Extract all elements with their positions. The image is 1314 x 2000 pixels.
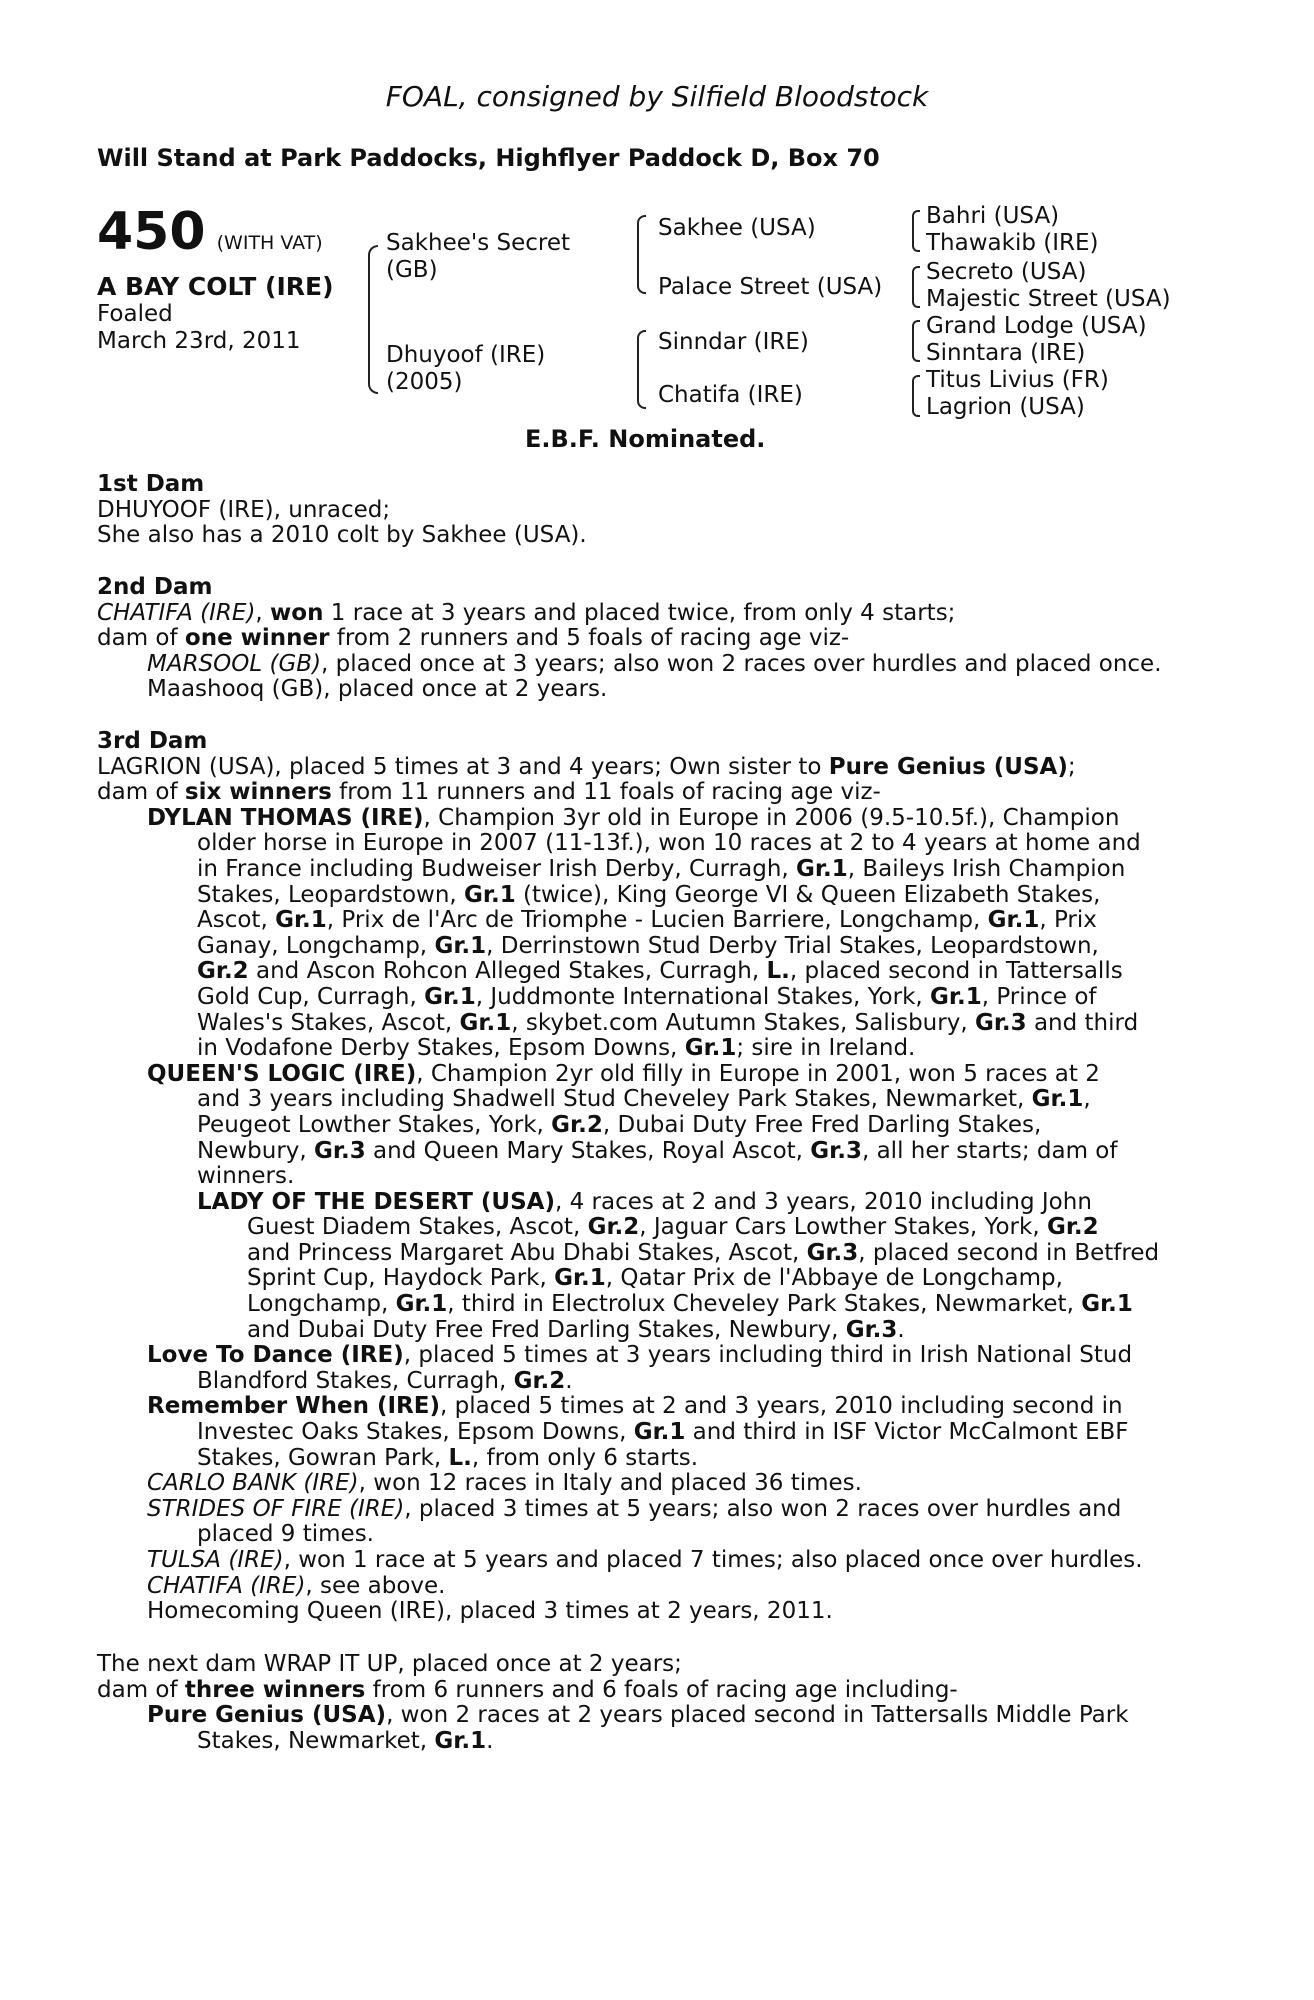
foaled-label: Foaled bbox=[97, 301, 173, 327]
lot-number: 450 bbox=[97, 202, 206, 262]
grade: Gr.2 bbox=[513, 1367, 566, 1394]
text: Newbury, bbox=[197, 1137, 315, 1164]
grade: Gr.1 bbox=[930, 983, 982, 1010]
grade: Gr.1 bbox=[684, 1035, 737, 1062]
text: , won 12 races in Italy and placed 36 times. bbox=[358, 1470, 862, 1497]
text: in France including Budweiser Irish Derby, Curragh, bbox=[197, 855, 797, 882]
text: from 11 runners and 11 foals of racing age viz- bbox=[331, 779, 881, 806]
text: , won 2 races at 2 years placed second in Tattersalls Middle Park bbox=[386, 1702, 1129, 1729]
love-line2 bbox=[97, 1369, 1202, 1395]
third-dam-line2 bbox=[97, 780, 1202, 806]
lady-line5 bbox=[97, 1292, 1202, 1318]
text: , won 1 race at 5 years and placed 7 times; also placed once over hurdles. bbox=[283, 1547, 1143, 1573]
queens-line2 bbox=[97, 1087, 1202, 1113]
pedigree-brace-dam-parents bbox=[637, 330, 646, 409]
pedigree-brace-sire-parents bbox=[637, 215, 646, 294]
pure-genius-line1 bbox=[97, 1703, 1202, 1729]
horse-name: CHATIFA (IRE) bbox=[97, 599, 256, 626]
pedigree-dam-year: (2005) bbox=[386, 369, 463, 395]
text: , Champion 2yr old filly in Europe in 2001, won 5 races at 2 bbox=[416, 1060, 1100, 1087]
lady-line6 bbox=[97, 1318, 1202, 1344]
text: , placed once at 3 years; also won 2 races over hurdles and placed once. bbox=[321, 650, 1162, 677]
queens-line3 bbox=[97, 1113, 1202, 1139]
pedigree-g1: Bahri (USA) bbox=[926, 203, 1060, 229]
text: dam of bbox=[97, 1676, 185, 1703]
text: , Juddmonte International Stakes, York, bbox=[475, 983, 931, 1010]
text: three winners bbox=[184, 1676, 366, 1703]
third-dam-line1 bbox=[97, 755, 1202, 781]
second-dam-line1 bbox=[97, 601, 1202, 627]
text: , Prix de l'Arc de Triomphe - Lucien Barriere, Longchamp, bbox=[326, 907, 988, 934]
second-dam-section bbox=[97, 575, 1202, 703]
grade: Gr.1 bbox=[1081, 1291, 1133, 1318]
dylan-line3 bbox=[97, 857, 1202, 883]
carlo-line bbox=[97, 1471, 1202, 1497]
pedigree-sire: Sakhee's Secret bbox=[386, 230, 571, 256]
grade: Gr.3 bbox=[845, 1316, 898, 1343]
grade: Gr.1 bbox=[395, 1291, 448, 1318]
horse-name: DYLAN THOMAS (IRE) bbox=[147, 804, 424, 831]
pedigree-g3: Secreto (USA) bbox=[926, 259, 1087, 285]
horse-name: MARSOOL (GB) bbox=[147, 650, 322, 677]
dylan-line7 bbox=[97, 959, 1202, 985]
text: , Jaguar Cars Lowther Stakes, York, bbox=[639, 1214, 1047, 1241]
text: , placed second in Tattersalls bbox=[789, 958, 1123, 985]
horse-name: Remember When (IRE) bbox=[147, 1393, 440, 1420]
text: , Baileys Irish Champion bbox=[847, 855, 1126, 882]
text: , Prince of bbox=[981, 983, 1097, 1010]
text: , Dubai Duty Free Fred Darling Stakes, bbox=[602, 1111, 1042, 1138]
text: one winner bbox=[184, 625, 330, 652]
text: Pure Genius (USA) bbox=[828, 753, 1068, 780]
text: Ganay, Longchamp, bbox=[197, 932, 435, 959]
text: . bbox=[486, 1727, 494, 1754]
text: from 6 runners and 6 foals of racing age including- bbox=[365, 1676, 958, 1703]
text: , third in Electrolux Cheveley Park Stakes, Newmarket, bbox=[447, 1291, 1082, 1318]
grade: Gr.2 bbox=[551, 1111, 603, 1138]
queens-line4 bbox=[97, 1139, 1202, 1165]
text: , see above. bbox=[305, 1572, 446, 1599]
grade: L. bbox=[766, 958, 790, 985]
grade: Gr.1 bbox=[434, 1727, 487, 1754]
pedigree-g5: Grand Lodge (USA) bbox=[926, 313, 1147, 339]
grade: Gr.1 bbox=[464, 881, 516, 908]
text: and 3 years including Shadwell Stud Cheveley Park Stakes, Newmarket, bbox=[197, 1086, 1032, 1113]
queens-line5: winners. bbox=[197, 1163, 295, 1190]
pedigree-brace-g3 bbox=[912, 320, 920, 362]
grade: Gr.1 bbox=[275, 907, 327, 934]
remember-line3 bbox=[97, 1446, 1202, 1472]
text: from 2 runners and 5 foals of racing age viz- bbox=[329, 625, 850, 652]
text: Gold Cup, Curragh, bbox=[197, 983, 425, 1010]
text: Longchamp, bbox=[247, 1291, 396, 1318]
horse-name: CHATIFA (IRE) bbox=[147, 1572, 306, 1599]
pure-genius-line2 bbox=[97, 1729, 1202, 1755]
dylan-line2: older horse in Europe in 2007 (11-13f.), won 10 races at 2 to 4 years at home and bbox=[197, 830, 1141, 857]
text: dam of bbox=[97, 779, 185, 806]
text: , Derrinstown Stud Derby Trial Stakes, Leopardstown, bbox=[486, 932, 1099, 959]
grade: L. bbox=[448, 1444, 472, 1471]
foaled-date: March 23rd, 2011 bbox=[97, 328, 301, 354]
text: , bbox=[1083, 1086, 1091, 1113]
pedigree-brace-g2 bbox=[912, 266, 920, 308]
pedigree-brace-g1 bbox=[912, 210, 920, 252]
second-dam-title: 2nd Dam bbox=[97, 574, 213, 600]
dylan-line9 bbox=[97, 1011, 1202, 1037]
first-dam-title: 1st Dam bbox=[97, 471, 205, 497]
text: 1 race at 3 years and placed twice, from only 4 starts; bbox=[323, 599, 956, 626]
dylan-line1 bbox=[97, 806, 1202, 832]
lady-line2 bbox=[97, 1215, 1202, 1241]
stand-location: Will Stand at Park Paddocks, Highflyer Paddock D, Box 70 bbox=[97, 144, 880, 172]
horse-name: CARLO BANK (IRE) bbox=[147, 1470, 359, 1497]
chatifa-line bbox=[97, 1574, 1202, 1600]
grade: Gr.1 bbox=[1031, 1086, 1084, 1113]
vat-label: (WITH VAT) bbox=[216, 232, 323, 254]
grade: Gr.3 bbox=[806, 1239, 859, 1266]
text: in Vodafone Derby Stakes, Epsom Downs, bbox=[197, 1035, 685, 1062]
grade: Gr.2 bbox=[587, 1214, 640, 1241]
tulsa-line bbox=[97, 1548, 1202, 1574]
text: Stakes, Gowran Park, bbox=[197, 1444, 449, 1471]
pedigree-g4: Majestic Street (USA) bbox=[926, 286, 1171, 312]
pedigree-brace-sire-dam bbox=[368, 245, 378, 394]
horse-name: Pure Genius (USA) bbox=[147, 1702, 387, 1729]
strides-line1 bbox=[97, 1497, 1202, 1523]
first-dam-line2: She also has a 2010 colt by Sakhee (USA). bbox=[97, 522, 587, 549]
grade: Gr.1 bbox=[459, 1009, 512, 1036]
text: Guest Diadem Stakes, Ascot, bbox=[247, 1214, 588, 1241]
second-dam-line3 bbox=[97, 652, 1202, 678]
grade: Gr.1 bbox=[796, 855, 848, 882]
pedigree-brace-g4 bbox=[912, 375, 920, 417]
text: and Queen Mary Stakes, Royal Ascot, bbox=[365, 1137, 811, 1164]
text: Sprint Cup, Haydock Park, bbox=[247, 1265, 555, 1292]
dylan-line6 bbox=[97, 934, 1202, 960]
next-dam-line1: The next dam WRAP IT UP, placed once at 2 years; bbox=[97, 1651, 682, 1677]
text: and third bbox=[1026, 1009, 1139, 1036]
text: , placed 3 times at 5 years; also won 2 races over hurdles and bbox=[404, 1495, 1122, 1522]
next-dam-section bbox=[97, 1652, 1202, 1754]
pedigree-g6: Sinntara (IRE) bbox=[926, 340, 1086, 366]
text: Peugeot Lowther Stakes, York, bbox=[197, 1111, 552, 1138]
second-dam-line2 bbox=[97, 626, 1202, 652]
horse-name: STRIDES OF FIRE (IRE) bbox=[147, 1495, 405, 1522]
text: Investec Oaks Stakes, Epsom Downs, bbox=[197, 1419, 634, 1446]
grade: Gr.1 bbox=[424, 983, 476, 1010]
grade: Gr.1 bbox=[554, 1265, 606, 1292]
horse-name: LADY OF THE DESERT (USA) bbox=[197, 1188, 555, 1215]
third-dam-title: 3rd Dam bbox=[97, 728, 208, 754]
text: and third in ISF Victor McCalmont EBF bbox=[685, 1419, 1129, 1446]
remember-line2 bbox=[97, 1420, 1202, 1446]
horse-name: QUEEN'S LOGIC (IRE) bbox=[147, 1060, 417, 1087]
pedigree-sire-sire: Sakhee (USA) bbox=[658, 215, 816, 241]
pedigree-g8: Lagrion (USA) bbox=[926, 394, 1085, 420]
dylan-line5 bbox=[97, 908, 1202, 934]
text: Ascot, bbox=[197, 907, 276, 934]
text: dam of bbox=[97, 625, 185, 652]
lot-number-row bbox=[97, 202, 323, 262]
pedigree-dam-sire: Sinndar (IRE) bbox=[658, 329, 809, 355]
grade: Gr.1 bbox=[987, 907, 1040, 934]
next-dam-line2 bbox=[97, 1678, 1202, 1704]
grade: Gr.1 bbox=[434, 932, 487, 959]
pedigree-g2: Thawakib (IRE) bbox=[926, 230, 1099, 256]
text: , Qatar Prix de l'Abbaye de Longchamp, bbox=[605, 1265, 1063, 1292]
pedigree-sire-dam: Palace Street (USA) bbox=[658, 274, 883, 300]
second-dam-line4: Maashooq (GB), placed once at 2 years. bbox=[147, 676, 608, 703]
text: won bbox=[270, 599, 324, 626]
lady-line3 bbox=[97, 1241, 1202, 1267]
page-title: FOAL, consigned by Silfield Bloodstock bbox=[385, 80, 929, 113]
first-dam-line1: DHUYOOF (IRE), unraced; bbox=[97, 496, 391, 523]
lot-name: A BAY COLT (IRE) bbox=[97, 272, 334, 301]
text: , placed 5 times at 2 and 3 years, 2010 including second in bbox=[439, 1393, 1123, 1420]
text: and Princess Margaret Abu Dhabi Stakes, Ascot, bbox=[247, 1239, 807, 1266]
lady-line4 bbox=[97, 1266, 1202, 1292]
grade: Gr.2 bbox=[197, 958, 249, 985]
text: , 4 races at 2 and 3 years, 2010 including John bbox=[554, 1188, 1092, 1215]
grade: Gr.1 bbox=[633, 1419, 686, 1446]
ebf-nominated: E.B.F. Nominated. bbox=[525, 425, 766, 453]
text: , skybet.com Autumn Stakes, Salisbury, bbox=[511, 1009, 975, 1036]
pedigree-g7: Titus Livius (FR) bbox=[926, 367, 1109, 393]
horse-name: TULSA (IRE) bbox=[147, 1547, 284, 1573]
text: . bbox=[897, 1316, 905, 1343]
text: Stakes, Newmarket, bbox=[197, 1727, 435, 1754]
text: Wales's Stakes, Ascot, bbox=[197, 1009, 460, 1036]
text: LAGRION (USA), placed 5 times at 3 and 4 years; Own sister to bbox=[97, 753, 829, 780]
horse-name: Love To Dance (IRE) bbox=[147, 1342, 404, 1369]
text: Blandford Stakes, Curragh, bbox=[197, 1367, 514, 1394]
grade: Gr.3 bbox=[314, 1137, 366, 1164]
text: , bbox=[255, 599, 271, 626]
text: , Champion 3yr old in Europe in 2006 (9.5-10.5f.), Champion bbox=[423, 804, 1120, 831]
pedigree-dam: Dhuyoof (IRE) bbox=[386, 342, 546, 368]
text: ; bbox=[1067, 753, 1076, 780]
grade: Gr.3 bbox=[810, 1137, 862, 1164]
strides-line2: placed 9 times. bbox=[197, 1521, 374, 1548]
text: , placed 5 times at 3 years including third in Irish National Stud bbox=[403, 1342, 1133, 1369]
pedigree-dam-dam: Chatifa (IRE) bbox=[658, 382, 803, 408]
grade: Gr.2 bbox=[1046, 1214, 1099, 1241]
text: , Prix bbox=[1039, 907, 1097, 934]
text: , from only 6 starts. bbox=[471, 1444, 699, 1471]
remember-line1 bbox=[97, 1394, 1202, 1420]
text: six winners bbox=[184, 779, 332, 806]
text: Stakes, Leopardstown, bbox=[197, 881, 465, 908]
grade: Gr.3 bbox=[974, 1009, 1027, 1036]
third-dam-section bbox=[97, 729, 1202, 1625]
dylan-line8 bbox=[97, 985, 1202, 1011]
text: , placed second in Betfred bbox=[858, 1239, 1160, 1266]
text: . bbox=[565, 1367, 573, 1394]
text: ; sire in Ireland. bbox=[736, 1035, 916, 1062]
queens-line1 bbox=[97, 1062, 1202, 1088]
pedigree-sire-country: (GB) bbox=[386, 257, 438, 283]
text: and Dubai Duty Free Fred Darling Stakes, Newbury, bbox=[247, 1316, 846, 1343]
homecoming-line: Homecoming Queen (IRE), placed 3 times at 2 years, 2011. bbox=[147, 1598, 833, 1625]
lady-line1 bbox=[97, 1190, 1202, 1216]
love-line1 bbox=[97, 1343, 1202, 1369]
text: , all her starts; dam of bbox=[861, 1137, 1118, 1164]
text: (twice), King George VI & Queen Elizabeth Stakes, bbox=[515, 881, 1101, 908]
dylan-line10 bbox=[97, 1036, 1202, 1062]
text: and Ascon Rohcon Alleged Stakes, Curragh, bbox=[248, 958, 767, 985]
first-dam-section bbox=[97, 472, 1202, 549]
dylan-line4 bbox=[97, 883, 1202, 909]
